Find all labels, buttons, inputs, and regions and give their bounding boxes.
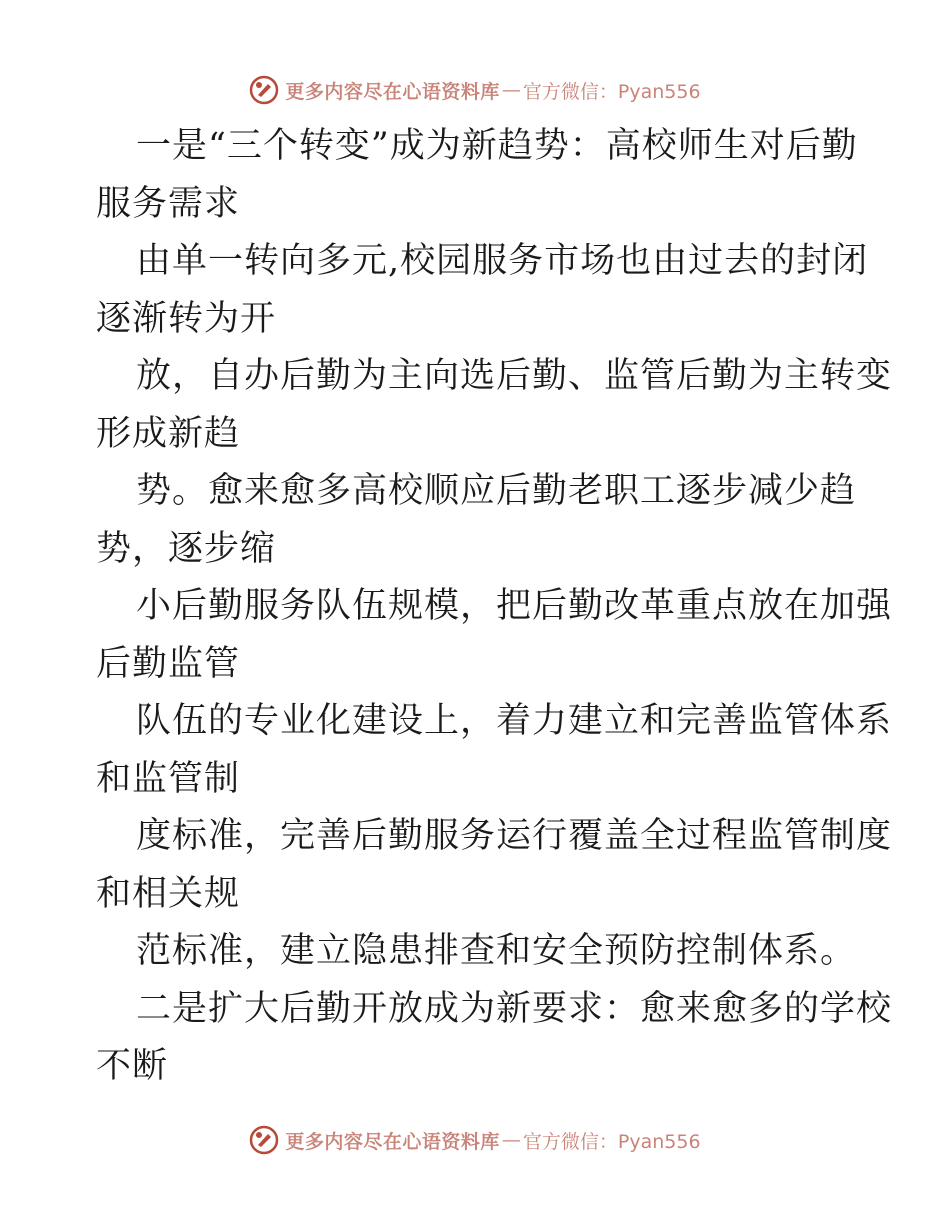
- body-line-17: 不断: [96, 1046, 169, 1086]
- document-body: [96, 118, 893, 1096]
- body-line-1: 一是“三个转变”成为新趋势：高校师生对后勤: [136, 126, 858, 166]
- body-line-3: 由单一转向多元,校园服务市场也由过去的封闭: [136, 241, 869, 281]
- body-line-11: 队伍的专业化建设上，着力建立和完善监管体系: [136, 701, 893, 741]
- body-line-15: 范标准，建立隐患排查和安全预防控制体系。: [136, 931, 857, 971]
- header-banner: [0, 70, 950, 110]
- body-line-12: 和监管制: [96, 758, 241, 799]
- banner-official-account: 官方微信：Pyan556: [522, 1130, 701, 1153]
- body-line-5: 放，自办后勤为主向选后勤、监管后勤为主转变: [136, 356, 893, 396]
- banner-title: 更多内容尽在心语资料库: [285, 80, 500, 103]
- body-line-14: 和相关规: [96, 873, 241, 914]
- body-line-13: 度标准，完善后勤服务运行覆盖全过程监管制度: [136, 816, 893, 856]
- banner-dash: —: [501, 1129, 521, 1151]
- footer-banner: [0, 1120, 950, 1160]
- body-line-10: 后勤监管: [96, 643, 241, 684]
- banner-dash: —: [501, 79, 521, 101]
- brand-logo-icon: [249, 75, 279, 105]
- banner-official-account: 官方微信：Pyan556: [522, 80, 701, 103]
- banner-title: 更多内容尽在心语资料库: [285, 1130, 500, 1153]
- body-line-9: 小后勤服务队伍规模，把后勤改革重点放在加强: [136, 586, 893, 626]
- body-line-2: 服务需求: [96, 183, 241, 224]
- body-line-4: 逐渐转为开: [96, 298, 277, 339]
- brand-logo-icon: [249, 1125, 279, 1155]
- body-line-7: 势。愈来愈多高校顺应后勤老职工逐步减少趋: [136, 471, 857, 511]
- body-line-8: 势，逐步缩: [96, 528, 277, 569]
- body-line-16: 二是扩大后勤开放成为新要求：愈来愈多的学校: [136, 988, 893, 1029]
- body-line-6: 形成新趋: [96, 413, 241, 454]
